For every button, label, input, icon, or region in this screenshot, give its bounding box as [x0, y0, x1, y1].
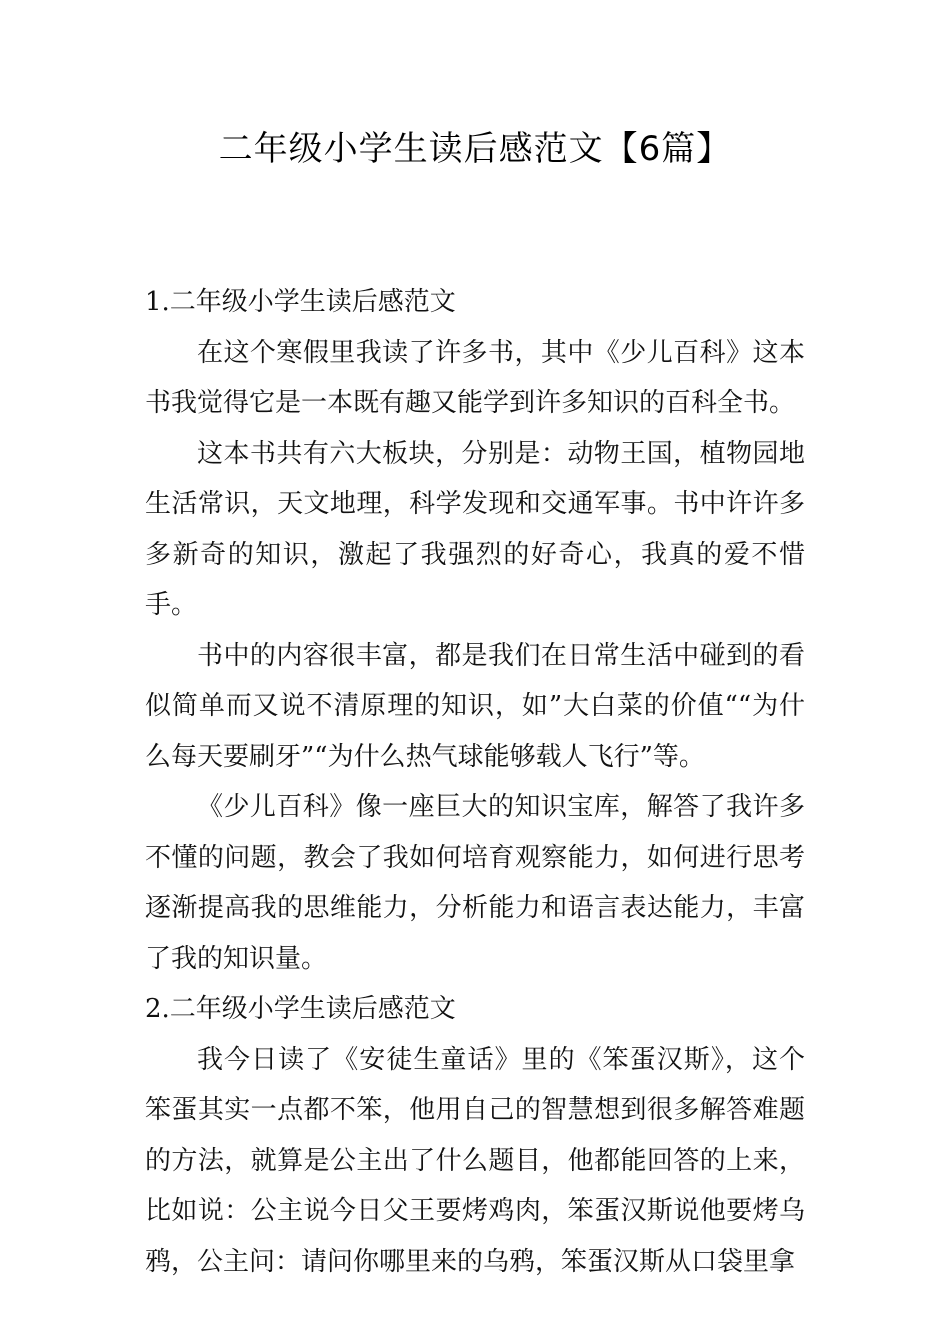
paragraph: 《少儿百科》像一座巨大的知识宝库，解答了我许多不懂的问题，教会了我如何培育观察能力，如何进行思考逐渐提高我的思维能力，分析能力和语言表达能力，丰富了我的知识量。	[145, 792, 805, 974]
paragraph: 这本书共有六大板块，分别是：动物王国，植物园地生活常识，天文地理，科学发现和交通军事。书中许许多多新奇的知识，激起了我强烈的好奇心，我真的爱不惜手。	[145, 438, 805, 620]
paragraph: 我今日读了《安徒生童话》里的《笨蛋汉斯》，这个笨蛋其实一点都不笨，他用自己的智慧想到很多解答难题的方法，就算是公主出了什么题目，他都能回答的上来，比如说：公主说今日父王要烤鸡肉，笨蛋汉斯说他要烤乌鸦，公主问：请问你哪里来的乌鸦，笨蛋汉斯从口袋里拿	[145, 1044, 805, 1277]
paragraph: 在这个寒假里我读了许多书，其中《少儿百科》这本书我觉得它是一本既有趣又能学到许多知识的百科全书。	[145, 337, 805, 418]
paragraph: 书中的内容很丰富，都是我们在日常生活中碰到的看似简单而又说不清原理的知识，如”大白菜的价值““为什么每天要刷牙”“为什么热气球能够载人飞行”等。	[145, 640, 805, 772]
page-title: 二年级小学生读后感范文【6篇】	[218, 129, 732, 169]
section-heading-1: 1.二年级小学生读后感范文	[145, 287, 456, 317]
section-heading-2: 2.二年级小学生读后感范文	[145, 994, 456, 1024]
document-body	[145, 277, 805, 1287]
